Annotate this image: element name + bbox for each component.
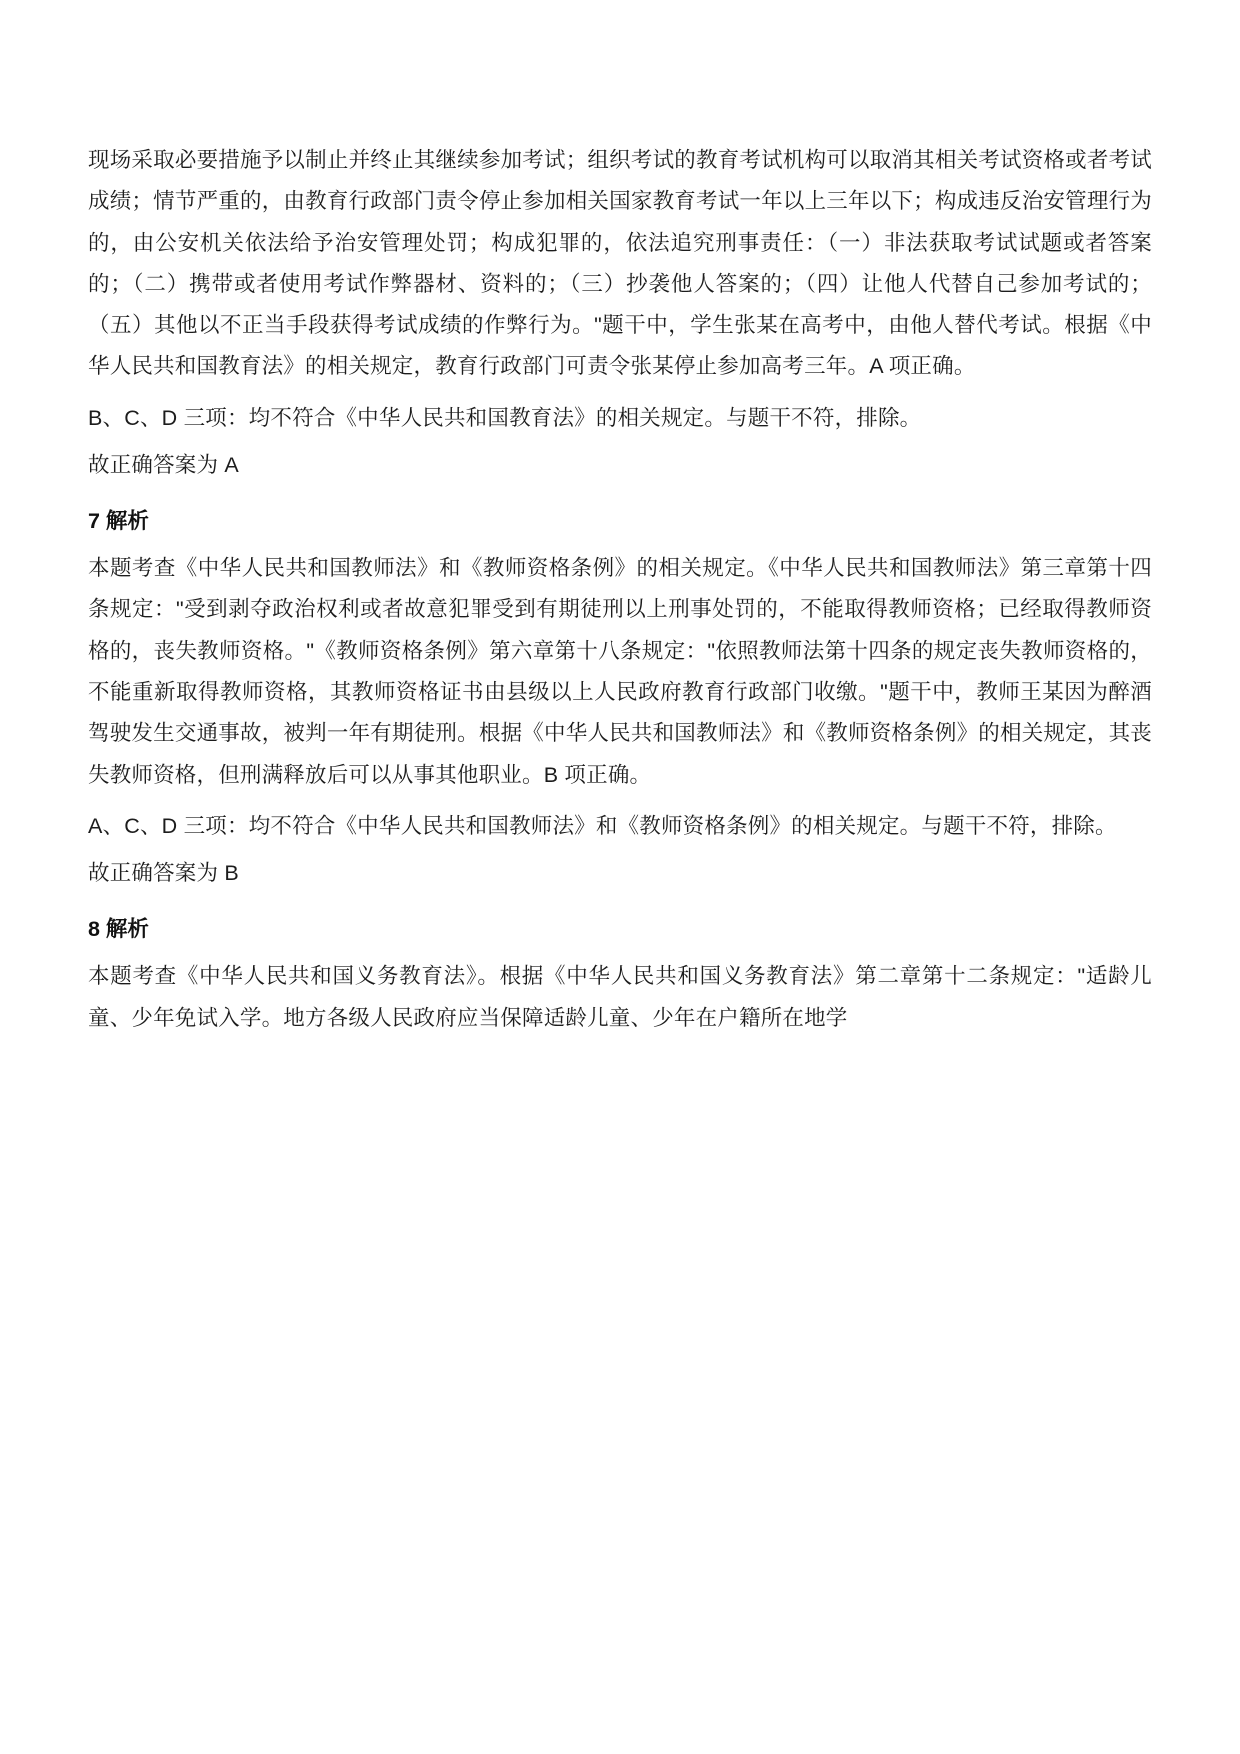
question-7-heading: 7 解析 bbox=[88, 508, 149, 533]
question-6-answer: 故正确答案为 A bbox=[88, 452, 239, 477]
question-7-distractor-note: A、C、D 三项：均不符合《中华人民共和国教师法》和《教师资格条例》的相关规定。与题干不符，排除。 bbox=[88, 813, 1117, 838]
question-8-explanation-body: 本题考查《中华人民共和国义务教育法》。根据《中华人民共和国义务教育法》第二章第十二条规定："适龄儿童、少年免试入学。地方各级人民政府应当保障适龄儿童、少年在户籍所在地学 bbox=[88, 964, 1152, 1030]
question-7-explanation-body: 本题考查《中华人民共和国教师法》和《教师资格条例》的相关规定。《中华人民共和国教师法》第三章第十四条规定："受到剥夺政治权利或者故意犯罪受到有期徒刑以上刑事处罚的，不能取得教师资格；已经取得教师资格的，丧失教师资格。"《教师资格条例》第六章第十八条规定："依照教师法第十四条的规定丧失教师资格的，不能重新取得教师资格，其教师资格证书由县级以上人民政府教育行政部门收缴。"题干中，教师王某因为醉酒驾驶发生交通事故，被判一年有期徒刑。根据《中华人民共和国教师法》和《教师资格条例》的相关规定，其丧失教师资格，但刑满释放后可以从事其他职业。B 项正确。 bbox=[88, 556, 1152, 787]
question-7-answer: 故正确答案为 B bbox=[88, 860, 239, 885]
question-6-explanation-body: 现场采取必要措施予以制止并终止其继续参加考试；组织考试的教育考试机构可以取消其相关考试资格或者考试成绩；情节严重的，由教育行政部门责令停止参加相关国家教育考试一年以上三年以下；构成违反治安管理行为的，由公安机关依法给予治安管理处罚；构成犯罪的，依法追究刑事责任：（一）非法获取考试试题或者答案的；（二）携带或者使用考试作弊器材、资料的；（三）抄袭他人答案的；（四）让他人代替自己参加考试的；（五）其他以不正当手段获得考试成绩的作弊行为。"题干中，学生张某在高考中，由他人替代考试。根据《中华人民共和国教育法》的相关规定，教育行政部门可责令张某停止参加高考三年。A 项正确。 bbox=[88, 148, 1152, 379]
question-8-heading: 8 解析 bbox=[88, 916, 149, 941]
question-6-distractor-note: B、C、D 三项：均不符合《中华人民共和国教育法》的相关规定。与题干不符，排除。 bbox=[88, 405, 922, 430]
